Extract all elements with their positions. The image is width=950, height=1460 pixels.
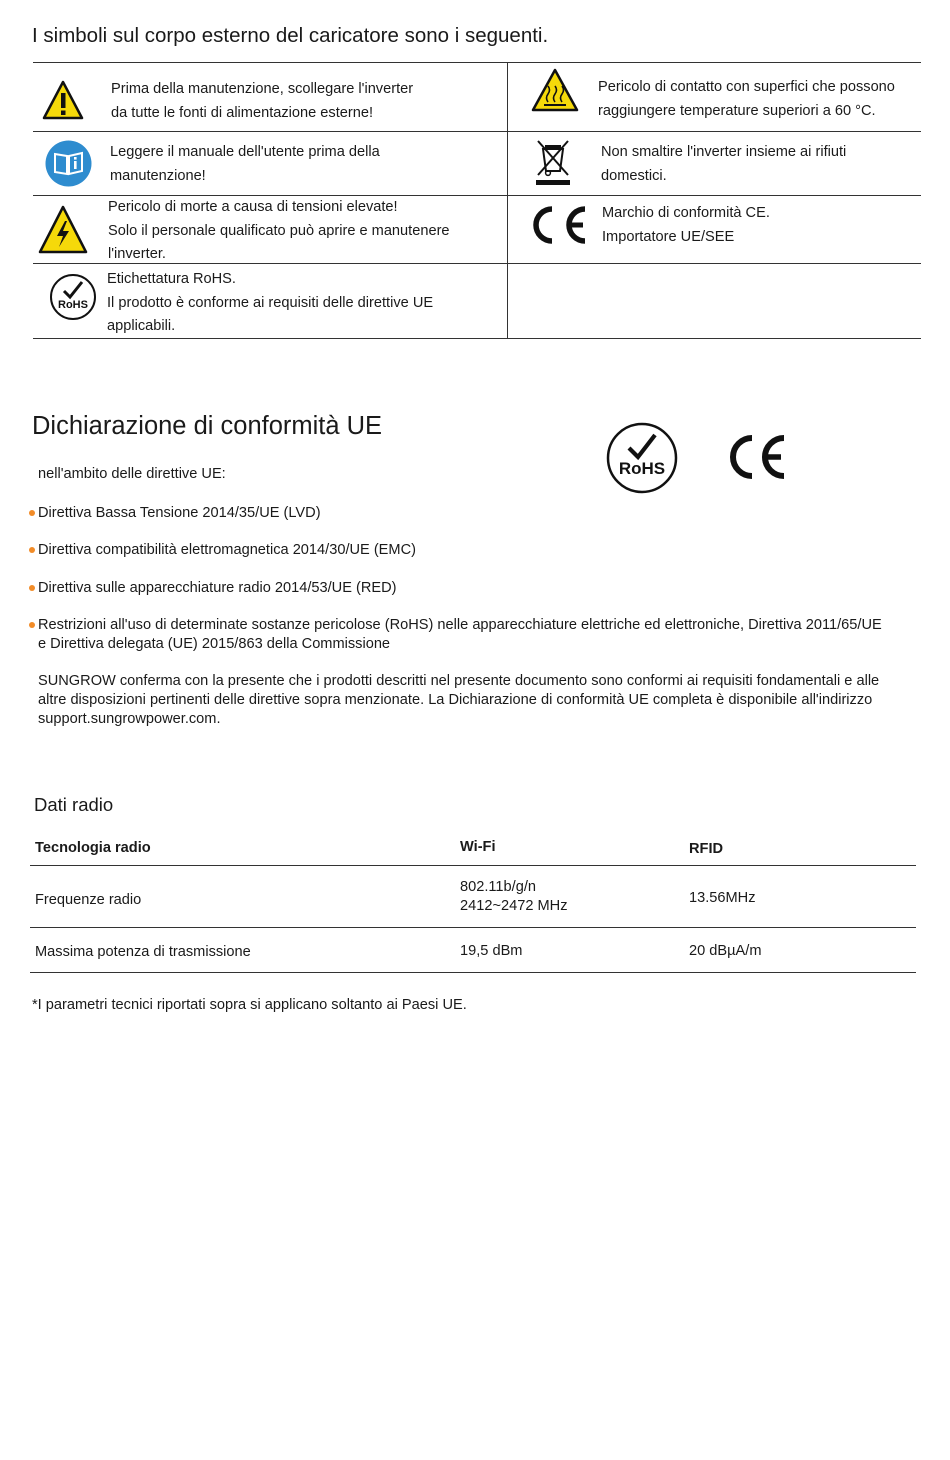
table-cell: 13.56MHz bbox=[689, 890, 756, 906]
warning-icon bbox=[42, 80, 84, 120]
manual-icon bbox=[45, 140, 92, 187]
symbol-description: Prima della manutenzione, scollegare l'inverter da tutte le fonti di alimentazione esterne! bbox=[111, 81, 414, 121]
conformity-statement: SUNGROW conferma con la presente che i prodotti descritti nel presente documento sono conformi ai requisiti fondamentali e alle altre disposizioni pertinenti delle direttive sopra menzionate. La Dichiarazione di conformità UE completa è disponibile all'indirizzo support.sungrowpower.com. bbox=[38, 673, 880, 727]
high-voltage-icon bbox=[38, 205, 88, 255]
rohs-logo bbox=[606, 422, 678, 494]
rohs-icon bbox=[49, 273, 97, 321]
ce-mark-icon bbox=[527, 206, 589, 244]
symbol-description: Non smaltire l'inverter insieme ai rifiuti domestici. bbox=[601, 144, 847, 184]
svg-text:RoHS: RoHS bbox=[58, 299, 88, 311]
crossed-bin-icon bbox=[534, 138, 572, 188]
declaration-title: Dichiarazione di conformità UE bbox=[32, 412, 383, 440]
hot-surface-icon bbox=[531, 68, 579, 112]
footnote: *I parametri tecnici riportati sopra si applicano soltanto ai Paesi UE. bbox=[32, 997, 467, 1013]
directive-item: Direttiva sulle apparecchiature radio 2014/53/UE (RED) bbox=[28, 579, 397, 598]
table-rule bbox=[33, 62, 921, 63]
ce-logo bbox=[728, 434, 788, 480]
directive-item: Restrizioni all'uso di determinate sostanze pericolose (RoHS) nelle apparecchiature elettriche ed elettroniche, Direttiva 2011/65/UE e Direttiva delegata (UE) 2015/863 della Commissione bbox=[28, 616, 882, 654]
declaration-intro: nell'ambito delle direttive UE: bbox=[38, 466, 226, 482]
table-column-divider bbox=[507, 62, 508, 339]
row-label: Massima potenza di trasmissione bbox=[35, 944, 251, 960]
table-rule bbox=[30, 972, 916, 973]
row-label: Frequenze radio bbox=[35, 892, 142, 908]
symbol-description: Pericolo di contatto con superfici che possono raggiungere temperature superiori a 60 °C. bbox=[598, 79, 895, 119]
intro-text: I simboli sul corpo esterno del caricatore sono i seguenti. bbox=[32, 24, 549, 47]
table-rule bbox=[30, 927, 916, 928]
radio-data-title: Dati radio bbox=[34, 794, 114, 815]
symbol-description: Leggere il manuale dell'utente prima della manutenzione! bbox=[110, 144, 380, 184]
column-header: Tecnologia radio bbox=[35, 840, 151, 856]
symbol-description: Marchio di conformità CE. Importatore UE/SEE bbox=[602, 205, 770, 245]
rohs-logo-text: RoHS bbox=[618, 459, 666, 478]
table-cell: 802.11b/g/n 2412~2472 MHz bbox=[460, 879, 568, 914]
directive-item: Direttiva Bassa Tensione 2014/35/UE (LVD) bbox=[28, 504, 321, 523]
symbol-description: Pericolo di morte a causa di tensioni elevate! Solo il personale qualificato può aprire e manutenere l'inverter. bbox=[108, 199, 450, 262]
column-header: Wi-Fi bbox=[460, 839, 496, 855]
table-rule bbox=[33, 131, 921, 132]
symbol-description: Etichettatura RoHS. Il prodotto è conforme ai requisiti delle direttive UE applicabili. bbox=[107, 271, 434, 334]
column-header: RFID bbox=[689, 841, 724, 857]
table-rule bbox=[30, 865, 916, 866]
directive-item: Direttiva compatibilità elettromagnetica 2014/30/UE (EMC) bbox=[28, 541, 416, 560]
table-cell: 19,5 dBm bbox=[460, 943, 523, 959]
table-cell: 20 dBµA/m bbox=[689, 943, 762, 959]
